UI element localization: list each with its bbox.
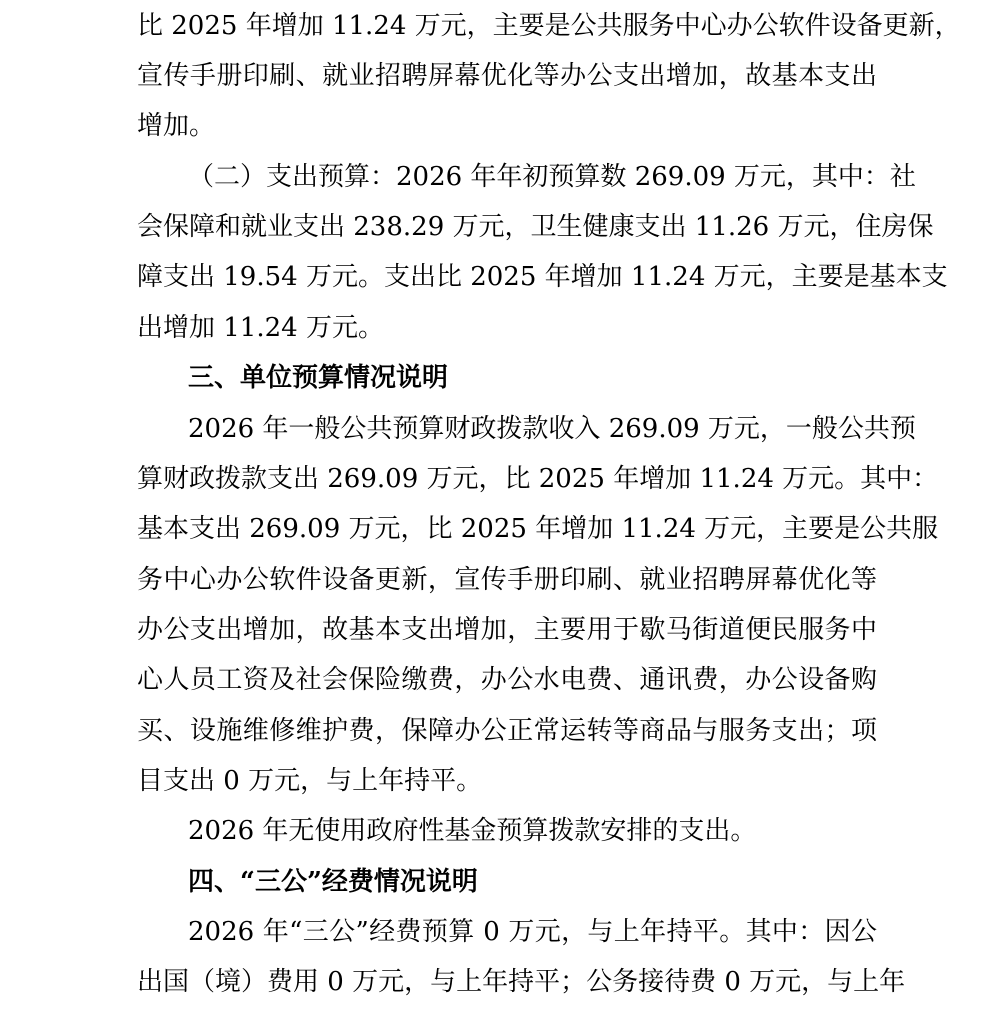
paragraph-line: 办公支出增加，故基本支出增加，主要用于歇马街道便民服务中 xyxy=(137,615,877,645)
paragraph-line: 基本支出 269.09 万元，比 2025 年增加 11.24 万元，主要是公共服 xyxy=(137,514,939,544)
paragraph-line: 比 2025 年增加 11.24 万元，主要是公共服务中心办公软件设备更新， xyxy=(137,11,961,41)
paragraph-line: 买、设施维修维护费，保障办公正常运转等商品与服务支出；项 xyxy=(137,716,877,746)
paragraph-line: 2026 年一般公共预算财政拨款收入 269.09 万元，一般公共预 xyxy=(188,414,916,444)
paragraph-line: 2026 年“三公”经费预算 0 万元，与上年持平。其中：因公 xyxy=(188,917,877,947)
paragraph-line: 心人员工资及社会保险缴费，办公水电费、通讯费，办公设备购 xyxy=(137,665,877,695)
paragraph-line: 增加。 xyxy=(137,111,216,141)
paragraph-line: 务中心办公软件设备更新，宣传手册印刷、就业招聘屏幕优化等 xyxy=(137,565,877,595)
paragraph-line: 障支出 19.54 万元。支出比 2025 年增加 11.24 万元，主要是基本支 xyxy=(137,262,948,292)
paragraph-line: 会保障和就业支出 238.29 万元，卫生健康支出 11.26 万元，住房保 xyxy=(137,212,934,242)
section-heading: 四、“三公”经费情况说明 xyxy=(188,867,478,897)
paragraph-line: 出国（境）费用 0 万元，与上年持平；公务接待费 0 万元，与上年 xyxy=(137,967,906,997)
paragraph-line: 宣传手册印刷、就业招聘屏幕优化等办公支出增加，故基本支出 xyxy=(137,61,877,91)
paragraph-line: 算财政拨款支出 269.09 万元，比 2025 年增加 11.24 万元。其中： xyxy=(137,464,939,494)
paragraph-line: 出增加 11.24 万元。 xyxy=(137,313,384,343)
paragraph-line: 2026 年无使用政府性基金预算拨款安排的支出。 xyxy=(188,816,757,846)
paragraph-line: 目支出 0 万元，与上年持平。 xyxy=(137,766,483,796)
paragraph-line: （二）支出预算：2026 年年初预算数 269.09 万元，其中：社 xyxy=(188,162,916,192)
section-heading: 三、单位预算情况说明 xyxy=(188,363,449,393)
